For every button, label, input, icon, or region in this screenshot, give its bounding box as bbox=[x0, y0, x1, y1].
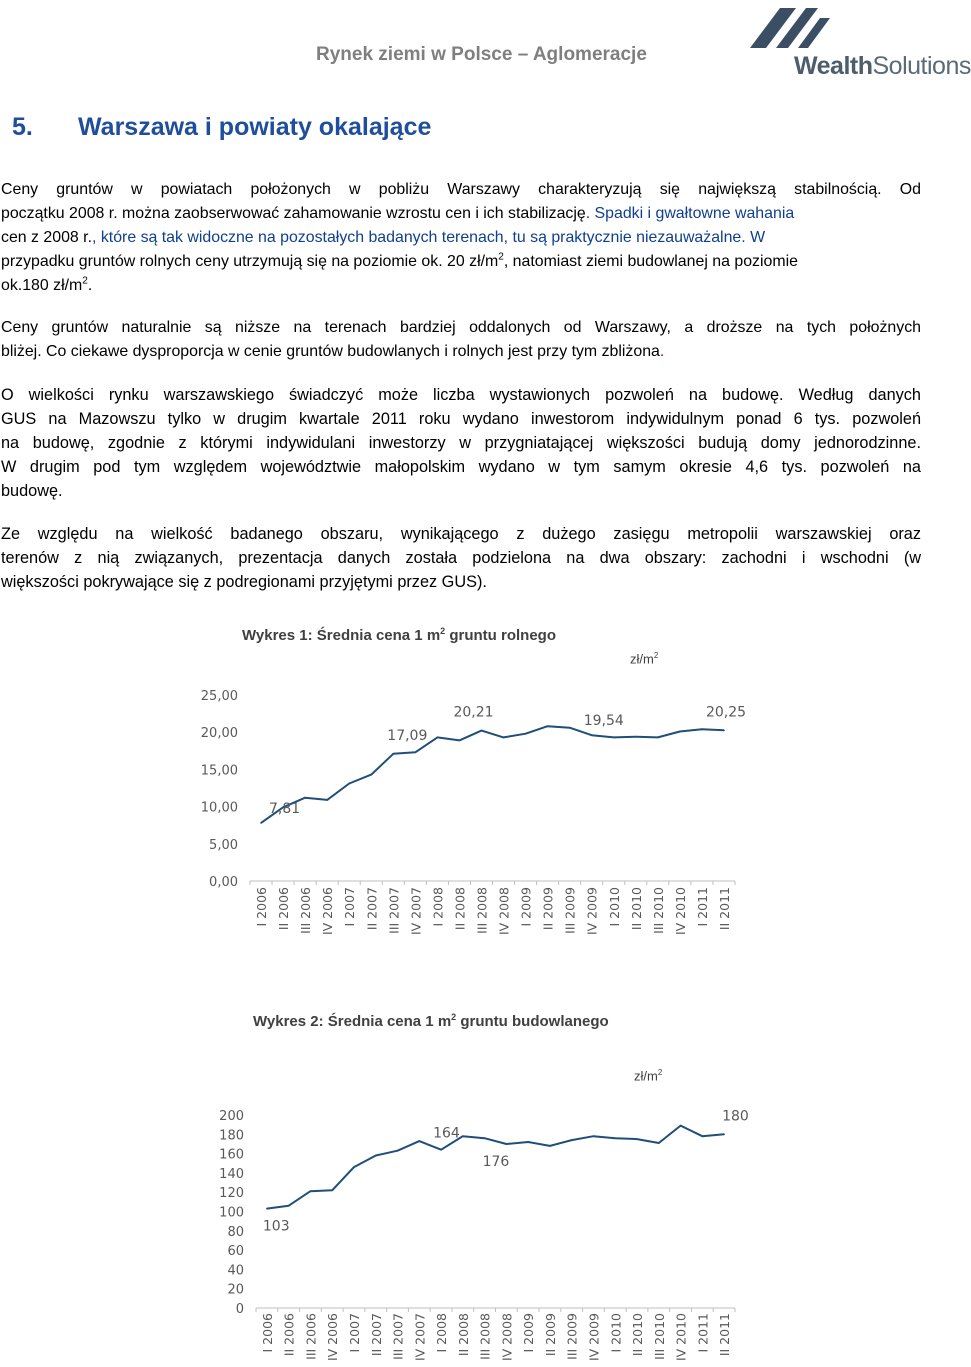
data-point bbox=[415, 751, 417, 753]
section-heading bbox=[12, 113, 431, 142]
data-point bbox=[680, 1125, 682, 1127]
data-point bbox=[331, 1189, 333, 1191]
logo-wordmark: WealthSolutions bbox=[794, 52, 971, 80]
section-title: Warszawa i powiaty okalające bbox=[78, 113, 432, 141]
y-tick-label: 0 bbox=[235, 1302, 244, 1317]
data-point bbox=[260, 822, 262, 824]
y-tick-label: 40 bbox=[227, 1263, 244, 1279]
data-label: 164 bbox=[433, 1125, 460, 1142]
y-tick-label: 15,00 bbox=[200, 763, 238, 779]
paragraph-3-line: W drugim pod tym względem województwie małopolskim wydano w tym samym okresie 4,6 tys. pozwoleń na bbox=[1, 458, 921, 476]
data-point bbox=[459, 740, 461, 742]
x-tick-label: IV 2009 bbox=[586, 1313, 602, 1362]
x-tick-label: III 2009 bbox=[564, 1313, 580, 1360]
x-tick-label: I 2008 bbox=[430, 887, 446, 927]
data-label: 176 bbox=[482, 1154, 510, 1171]
data-point bbox=[658, 1142, 660, 1144]
section-number: 5. bbox=[12, 113, 33, 141]
data-point bbox=[397, 1150, 399, 1152]
y-tick-label: 160 bbox=[219, 1147, 244, 1163]
paragraph-1-line: przypadku gruntów rolnych ceny utrzymują się na poziomie ok. 20 $zł/m^2$, natomiast ziemi budowlanej na poziomie bbox=[1, 251, 798, 270]
x-tick-label: IV 2006 bbox=[320, 887, 336, 936]
x-tick-label: I 2011 bbox=[695, 1313, 711, 1353]
data-point bbox=[370, 774, 372, 776]
x-tick-label: II 2011 bbox=[717, 1313, 733, 1357]
x-tick-label: I 2008 bbox=[434, 1313, 450, 1353]
data-point bbox=[462, 1135, 464, 1137]
chart-1-title: Wykres 1: Średnia cena 1 $m^2$ gruntu rolnego bbox=[242, 626, 557, 644]
data-point bbox=[525, 733, 527, 735]
paragraph-3-line: budowę. bbox=[1, 482, 63, 500]
data-point bbox=[591, 734, 593, 736]
data-point bbox=[503, 737, 505, 739]
data-point bbox=[635, 736, 637, 738]
x-tick-label: IV 2010 bbox=[673, 1313, 689, 1362]
x-tick-label: I 2010 bbox=[608, 1313, 624, 1353]
chart-2-unit: $zł/m^2$ bbox=[634, 1068, 663, 1084]
data-label: 7,81 bbox=[269, 800, 301, 817]
data-point bbox=[375, 1155, 377, 1157]
y-tick-label: 180 bbox=[219, 1128, 244, 1144]
data-label: 17,09 bbox=[387, 727, 428, 744]
data-point bbox=[437, 737, 439, 739]
y-tick-label: 5,00 bbox=[209, 837, 238, 853]
x-tick-label: II 2008 bbox=[455, 1313, 471, 1357]
data-point bbox=[353, 1166, 355, 1168]
x-tick-label: I 2011 bbox=[694, 887, 710, 927]
data-point bbox=[348, 783, 350, 785]
paragraph-2-line: Ceny gruntów naturalnie są niższe na terenach bardziej oddalonych od Warszawy, a droższe na tych położnych bbox=[1, 319, 921, 336]
x-tick-label: IV 2007 bbox=[412, 1313, 428, 1362]
x-tick-label: I 2009 bbox=[518, 887, 534, 927]
x-tick-label: II 2008 bbox=[452, 887, 468, 931]
chart-2-title: Wykres 2: Średnia cena 1 $m^2$ gruntu budowlanego bbox=[253, 1012, 609, 1030]
paragraph-3-line: GUS na Mazowszu tylko w drugim kwartale 2011 roku wydano inwestorom indywidulnym ponad 6 tys. pozwoleń bbox=[1, 410, 921, 428]
x-tick-label: II 2011 bbox=[716, 887, 732, 931]
data-point bbox=[288, 1205, 290, 1207]
data-point bbox=[723, 730, 725, 732]
data-label: 20,21 bbox=[453, 704, 494, 721]
x-tick-label: II 2007 bbox=[364, 887, 380, 931]
x-tick-label: III 2010 bbox=[650, 887, 666, 934]
paragraph-2 bbox=[1, 316, 921, 364]
data-point bbox=[481, 730, 483, 732]
x-tick-label: II 2009 bbox=[540, 887, 556, 931]
x-tick-label: IV 2008 bbox=[496, 887, 512, 936]
data-point bbox=[506, 1143, 508, 1145]
data-label: 20,25 bbox=[705, 704, 747, 721]
data-point bbox=[392, 753, 394, 755]
x-tick-label: IV 2008 bbox=[499, 1313, 515, 1362]
paragraph-4-line: większości pokrywające się z podregionami przyjętymi przez GUS). bbox=[1, 573, 487, 591]
x-tick-label: I 2007 bbox=[342, 887, 358, 927]
x-tick-label: II 2006 bbox=[281, 1313, 297, 1357]
y-tick-label: 80 bbox=[227, 1224, 244, 1240]
data-point bbox=[702, 1135, 704, 1137]
data-point bbox=[304, 797, 306, 799]
y-tick-label: 100 bbox=[219, 1205, 244, 1221]
data-point bbox=[571, 1139, 573, 1141]
y-tick-label: 20 bbox=[227, 1282, 244, 1298]
x-tick-label: IV 2007 bbox=[408, 887, 424, 936]
x-tick-label: I 2006 bbox=[254, 887, 270, 927]
paragraph-1-line: ok.180 $zł/m^2$. bbox=[1, 275, 93, 294]
data-point bbox=[613, 737, 615, 739]
data-point bbox=[310, 1190, 312, 1192]
x-tick-label: II 2009 bbox=[542, 1313, 558, 1357]
paragraph-4-line: Ze względu na wielkość badanego obszaru, wynikającego z dużego zasięgu metropolii warszawskiej oraz bbox=[1, 525, 921, 543]
y-tick-label: 25,00 bbox=[200, 689, 238, 704]
paragraph-4-line: terenów z nią związanych, prezentacja danych została podzielona na dwa obszary: zachodni i wschodni (w bbox=[1, 549, 921, 567]
data-label: 103 bbox=[262, 1218, 290, 1235]
x-tick-label: III 2008 bbox=[477, 1313, 493, 1360]
y-tick-label: 20,00 bbox=[200, 726, 238, 742]
document-header-title: Rynek ziemi w Polsce – Aglomeracje bbox=[316, 44, 647, 65]
data-point bbox=[484, 1137, 486, 1139]
y-tick-label: 120 bbox=[219, 1186, 244, 1202]
data-point bbox=[636, 1138, 638, 1140]
logo-mark-icon bbox=[746, 2, 836, 50]
chart-1-unit: $zł/m^2$ bbox=[630, 651, 659, 667]
y-tick-label: 10,00 bbox=[200, 800, 238, 816]
paragraph-1 bbox=[1, 178, 921, 298]
data-point bbox=[440, 1149, 442, 1151]
data-point bbox=[547, 725, 549, 727]
x-tick-label: II 2006 bbox=[276, 887, 292, 931]
paragraph-1-line: cen z 2008 r., które są tak widoczne na pozostałych badanych terenach, tu są praktycznie niezauważalne. W bbox=[1, 229, 766, 246]
data-point bbox=[527, 1141, 529, 1143]
x-tick-label: III 2006 bbox=[298, 887, 314, 934]
x-tick-label: IV 2009 bbox=[584, 887, 600, 936]
data-point bbox=[266, 1208, 268, 1210]
chart-1-agricultural-land-price bbox=[190, 675, 750, 975]
series-line bbox=[261, 726, 724, 823]
y-tick-label: 140 bbox=[219, 1166, 244, 1182]
x-tick-label: III 2008 bbox=[474, 887, 490, 934]
data-point bbox=[418, 1140, 420, 1142]
x-tick-label: I 2007 bbox=[346, 1313, 362, 1353]
paragraph-2-line: bliżej. Co ciekawe dysproporcja w cenie gruntów budowlanych i rolnych jest przy tym zbliżona. bbox=[1, 343, 665, 360]
x-tick-label: II 2010 bbox=[628, 887, 644, 931]
paragraph-3 bbox=[1, 383, 921, 503]
x-tick-label: I 2009 bbox=[521, 1313, 537, 1353]
x-tick-label: III 2007 bbox=[386, 887, 402, 934]
data-point bbox=[593, 1135, 595, 1137]
data-point bbox=[549, 1145, 551, 1147]
paragraph-1-line: Ceny gruntów w powiatach położonych w pobliżu Warszawy charakteryzują się największą stabilnością. Od bbox=[1, 181, 921, 198]
x-tick-label: I 2010 bbox=[606, 887, 622, 927]
data-label: 180 bbox=[722, 1108, 749, 1125]
x-tick-label: II 2010 bbox=[630, 1313, 646, 1357]
data-point bbox=[701, 728, 703, 730]
data-point bbox=[614, 1137, 616, 1139]
data-point bbox=[657, 737, 659, 739]
chart-2-building-land-price bbox=[190, 1097, 750, 1367]
y-tick-label: 0,00 bbox=[209, 875, 238, 890]
x-tick-label: IV 2006 bbox=[325, 1313, 341, 1362]
paragraph-3-line: O wielkości rynku warszawskiego świadczyć może liczba wystawionych pozwoleń na budowę. Według danych bbox=[1, 386, 921, 404]
y-tick-label: 200 bbox=[219, 1109, 244, 1124]
data-label: 19,54 bbox=[583, 713, 624, 730]
x-tick-label: III 2007 bbox=[390, 1313, 406, 1360]
x-tick-label: II 2007 bbox=[368, 1313, 384, 1357]
x-tick-label: I 2006 bbox=[259, 1313, 275, 1353]
y-tick-label: 60 bbox=[227, 1244, 244, 1260]
data-point bbox=[679, 731, 681, 733]
paragraph-1-line: początku 2008 r. można zaobserwować zahamowanie wzrostu cen i ich stabilizację. Spadki i gwałtowne wahania bbox=[1, 205, 795, 222]
x-tick-label: III 2006 bbox=[303, 1313, 319, 1360]
x-tick-label: III 2010 bbox=[651, 1313, 667, 1360]
paragraph-4 bbox=[1, 522, 921, 594]
wealth-solutions-logo bbox=[744, 2, 971, 80]
data-point bbox=[326, 799, 328, 801]
paragraph-3-line: na budowę, zgodnie z którymi indywidulani inwestorzy w przygniatającej większości budują domy jednorodzinne. bbox=[1, 434, 921, 452]
data-point bbox=[723, 1134, 725, 1136]
x-tick-label: IV 2010 bbox=[672, 887, 688, 936]
x-tick-label: III 2009 bbox=[562, 887, 578, 934]
data-point bbox=[569, 727, 571, 729]
